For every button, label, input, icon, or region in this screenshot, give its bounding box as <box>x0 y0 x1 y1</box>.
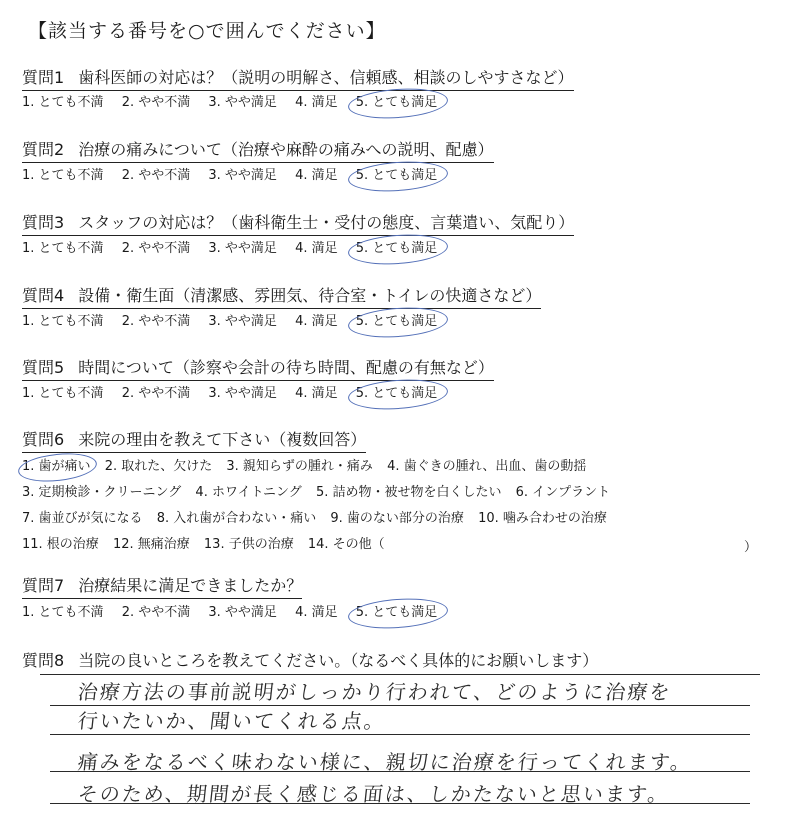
q5-option-2[interactable]: 2. やや不満 <box>121 386 191 401</box>
q2-option-5-selected[interactable]: 5. とても満足 <box>355 168 438 183</box>
question-4-text: 設備・衛生面（清潔感、雰囲気、待合室・トイレの快適さなど） <box>78 286 542 305</box>
question-6-title <box>22 430 366 453</box>
q1-option-2[interactable]: 2. やや不満 <box>121 95 191 110</box>
question-6-options-row-1 <box>22 458 596 476</box>
q7-option-4[interactable]: 4. 満足 <box>295 605 338 620</box>
question-5-options <box>22 385 451 403</box>
question-1-text: 歯科医師の対応は？（説明の明解さ、信頼感、相談のしやすさなど） <box>78 68 574 87</box>
q2-option-4[interactable]: 4. 満足 <box>295 168 338 183</box>
q6-option-dentures[interactable]: 8. 入れ歯が合わない・痛い <box>156 511 317 526</box>
question-6-options-row-2 <box>22 484 620 502</box>
q4-option-5-selected[interactable]: 5. とても満足 <box>355 314 438 329</box>
q7-option-5-selected[interactable]: 5. とても満足 <box>355 605 438 620</box>
handwritten-answer-line-1: 治療方法の事前説明がしっかり行われて、どのように治療を <box>76 680 673 704</box>
q5-option-4[interactable]: 4. 満足 <box>295 386 338 401</box>
q3-option-1[interactable]: 1. とても不満 <box>22 241 104 256</box>
q6-option-broken[interactable]: 2. 取れた、欠けた <box>104 459 213 474</box>
question-1-title <box>22 68 574 91</box>
question-3-number: 質問3 <box>22 213 65 232</box>
q6-option-other[interactable]: 14. その他（ <box>307 537 385 552</box>
q6-other-close-paren: ） <box>744 540 758 555</box>
question-5-title <box>22 358 494 381</box>
q6-option-gum-swelling[interactable]: 4. 歯ぐきの腫れ、出血、歯の動揺 <box>387 459 587 474</box>
q4-option-3[interactable]: 3. やや満足 <box>208 314 277 329</box>
question-7-title <box>22 576 302 599</box>
q6-option-checkup[interactable]: 3. 定期検診・クリーニング <box>22 485 182 500</box>
question-1-number: 質問1 <box>22 68 65 87</box>
question-3-title <box>22 213 574 236</box>
question-1-options <box>22 94 451 112</box>
q6-option-wisdom-tooth[interactable]: 3. 親知らずの腫れ・痛み <box>226 459 373 474</box>
q4-option-2[interactable]: 2. やや不満 <box>121 314 191 329</box>
q1-option-4[interactable]: 4. 満足 <box>295 95 338 110</box>
question-7-number: 質問7 <box>22 576 65 595</box>
question-5-number: 質問5 <box>22 358 65 377</box>
q6-option-white-fillings[interactable]: 5. 詰め物・被せ物を白くしたい <box>315 485 502 500</box>
question-2-title <box>22 140 494 163</box>
answer-line-2 <box>50 734 750 735</box>
q7-option-3[interactable]: 3. やや満足 <box>208 605 277 620</box>
question-6-number: 質問6 <box>22 430 65 449</box>
question-6-text: 来院の理由を教えて下さい（複数回答） <box>78 430 367 449</box>
q6-option-root-canal[interactable]: 11. 根の治療 <box>22 537 99 552</box>
question-3-text: スタッフの対応は？（歯科衛生士・受付の態度、言葉遣い、気配り） <box>78 213 575 232</box>
q1-option-5-selected[interactable]: 5. とても満足 <box>355 95 438 110</box>
question-8-text: 当院の良いところを教えてください。（なるべく具体的にお願いします） <box>78 651 599 670</box>
question-8-title <box>22 651 598 673</box>
question-2-text: 治療の痛みについて（治療や麻酔の痛みへの説明、配慮） <box>78 140 494 159</box>
q5-option-3[interactable]: 3. やや満足 <box>208 386 277 401</box>
q6-option-missing-teeth[interactable]: 9. 歯のない部分の治療 <box>330 511 464 526</box>
question-5-text: 時間について（診察や会計の待ち時間、配慮の有無など） <box>78 358 494 377</box>
q6-option-whitening[interactable]: 4. ホワイトニング <box>195 485 302 500</box>
question-8-number: 質問8 <box>22 651 65 670</box>
q6-option-implant[interactable]: 6. インプラント <box>515 485 611 500</box>
q3-option-4[interactable]: 4. 満足 <box>295 241 338 256</box>
answer-line-top <box>40 674 760 675</box>
q6-option-painless[interactable]: 12. 無痛治療 <box>112 537 190 552</box>
handwritten-answer-line-4: そのため、期間が長く感じる面は、しかたないと思います。 <box>76 782 671 806</box>
instruction-header: 【該当する番号を○で囲んでください】 <box>28 20 386 42</box>
question-4-options <box>22 313 451 331</box>
question-2-number: 質問2 <box>22 140 65 159</box>
q6-option-alignment[interactable]: 7. 歯並びが気になる <box>22 511 143 526</box>
question-4-title <box>22 286 541 309</box>
handwritten-answer-line-2: 行いたいか、聞いてくれる点。 <box>76 709 388 733</box>
q4-option-1[interactable]: 1. とても不満 <box>22 314 104 329</box>
question-7-text: 治療結果に満足できましたか？ <box>78 576 303 595</box>
q1-option-3[interactable]: 3. やや満足 <box>208 95 277 110</box>
q2-option-2[interactable]: 2. やや不満 <box>121 168 191 183</box>
q2-option-1[interactable]: 1. とても不満 <box>22 168 104 183</box>
q7-option-2[interactable]: 2. やや不満 <box>121 605 191 620</box>
q6-option-toothache-selected[interactable]: 1. 歯が痛い <box>22 459 91 474</box>
q6-option-bite[interactable]: 10. 噛み合わせの治療 <box>478 511 607 526</box>
question-2-options <box>22 167 451 185</box>
question-6-options-row-3 <box>22 510 617 528</box>
q5-option-1[interactable]: 1. とても不満 <box>22 386 104 401</box>
q3-option-2[interactable]: 2. やや不満 <box>121 241 191 256</box>
q4-option-4[interactable]: 4. 満足 <box>295 314 338 329</box>
q5-option-5-selected[interactable]: 5. とても満足 <box>355 386 438 401</box>
q3-option-5-selected[interactable]: 5. とても満足 <box>355 241 438 256</box>
question-7-options <box>22 604 451 622</box>
q2-option-3[interactable]: 3. やや満足 <box>208 168 277 183</box>
handwritten-answer-line-3: 痛みをなるべく味わない様に、親切に治療を行ってくれます。 <box>76 750 694 774</box>
question-6-options-row-4 <box>22 536 395 554</box>
q3-option-3[interactable]: 3. やや満足 <box>208 241 277 256</box>
question-3-options <box>22 240 451 258</box>
question-4-number: 質問4 <box>22 286 65 305</box>
q7-option-1[interactable]: 1. とても不満 <box>22 605 104 620</box>
q6-option-children[interactable]: 13. 子供の治療 <box>203 537 294 552</box>
q1-option-1[interactable]: 1. とても不満 <box>22 95 104 110</box>
